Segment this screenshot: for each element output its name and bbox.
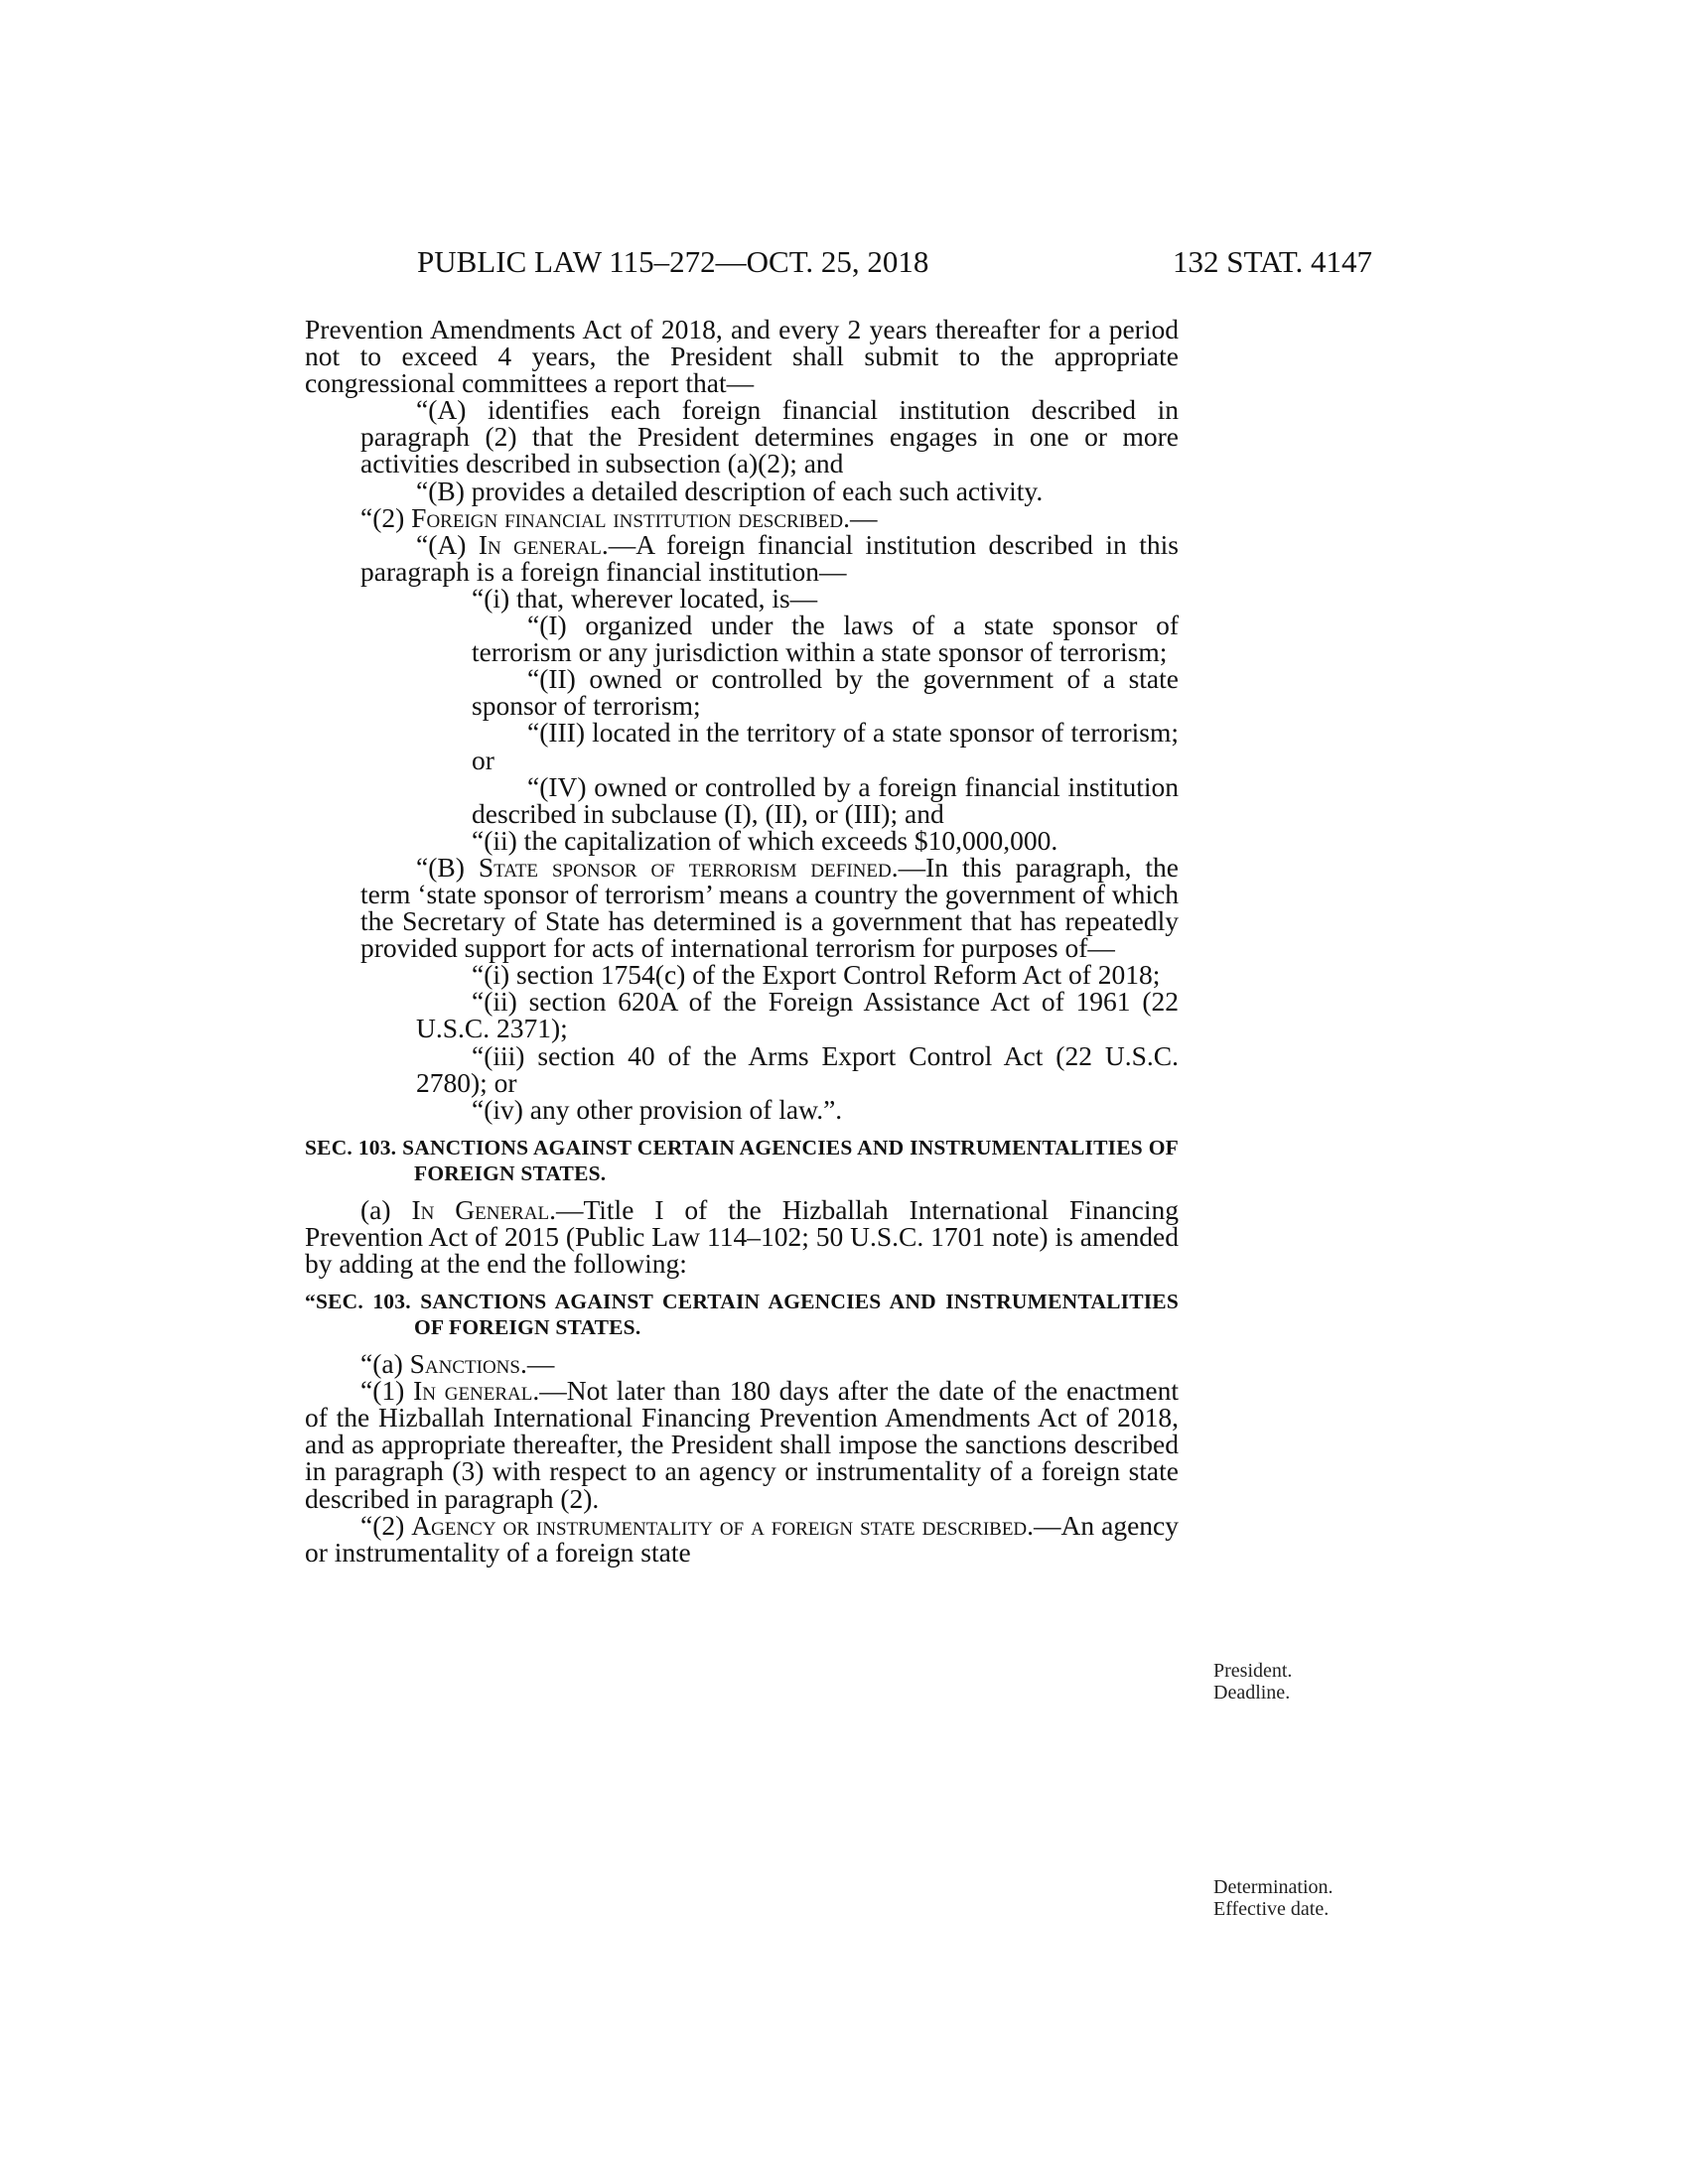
- subclause-IV: “(IV) owned or controlled by a foreign financial institution described in subclause (I), (II), or (III); and: [472, 770, 1179, 829]
- subparagraph-a-in-general: “(A) In general.—A foreign financial institution described in this paragraph is a foreign financial institution—: [360, 528, 1179, 587]
- paragraph-2-agency: “(2) Agency or instrumentality of a foreign state described.—An agency or instrumentality of a foreign state: [305, 1509, 1179, 1568]
- section-103-heading: SEC. 103. SANCTIONS AGAINST CERTAIN AGENCIES AND INSTRUMENTALITIES OF FOREIGN STATES.: [305, 1135, 1179, 1185]
- margin-note-determination: Determination. Effective date.: [1213, 1876, 1334, 1920]
- subparagraph-b-state-sponsor: “(B) State sponsor of terrorism defined.—In this paragraph, the term ‘state sponsor of terrorism’ means a country the government of which the Secretary of State has determined is a government that has repeatedly provided support for acts of international terrorism for purposes of—: [360, 851, 1179, 964]
- margin-note-president-deadline: President. Deadline.: [1213, 1660, 1293, 1704]
- subclause-I: “(I) organized under the laws of a state sponsor of terrorism or any jurisdiction within a state sponsor of terrorism;: [472, 610, 1179, 668]
- running-header-title: PUBLIC LAW 115–272—OCT. 25, 2018: [417, 244, 929, 279]
- clause-i-export-control: “(i) section 1754(c) of the Export Control Reform Act of 2018;: [472, 959, 1161, 991]
- paragraph-intro: Prevention Amendments Act of 2018, and every 2 years thereafter for a period not to exceed 4 years, the President shall submit to the appropriate congressional committees a report that—: [305, 314, 1179, 399]
- subclause-III: “(III) located in the territory of a state sponsor of terrorism; or: [472, 717, 1179, 775]
- subparagraph-a: “(A) identifies each foreign financial institution described in paragraph (2) that the President determines engages in one or more activities described in subsection (a)(2); and: [360, 394, 1179, 479]
- clause-i: “(i) that, wherever located, is—: [472, 582, 818, 614]
- clause-ii-foreign-assistance: “(ii) section 620A of the Foreign Assistance Act of 1961 (22 U.S.C. 2371);: [416, 986, 1179, 1044]
- subparagraph-b: “(B) provides a detailed description of each such activity.: [416, 475, 1044, 506]
- paragraph-1-in-general: “(1) In general.—Not later than 180 days after the date of the enactment of the Hizballah International Financing Prevention Amendments Act of 2018, and as appropriate thereafter, the President shall impose the sanctions described in paragraph (3) with respect to an agency or instrumentality of a foreign state described in paragraph (2).: [305, 1375, 1179, 1514]
- running-header-page-number: 132 STAT. 4147: [1172, 244, 1372, 279]
- subclause-II: “(II) owned or controlled by the government of a state sponsor of terrorism;: [472, 663, 1179, 722]
- statute-body: [305, 316, 1179, 1566]
- subsection-a-in-general: (a) In General.—Title I of the Hizballah International Financing Prevention Act of 2015 (Public Law 114–102; 50 U.S.C. 1701 note) is amended by adding at the end the following:: [305, 1193, 1180, 1279]
- clause-iv-other-law: “(iv) any other provision of law.”.: [472, 1093, 843, 1125]
- subsection-a-sanctions: “(a) Sanctions.—: [360, 1348, 555, 1380]
- clause-ii: “(ii) the capitalization of which exceeds $10,000,000.: [472, 824, 1058, 856]
- quoted-section-103-heading: “SEC. 103. SANCTIONS AGAINST CERTAIN AGENCIES AND INSTRUMENTALITIES OF FOREIGN STATES.: [305, 1290, 1179, 1340]
- paragraph-2-heading: “(2) Foreign financial institution described.—: [360, 501, 878, 533]
- clause-iii-arms-export: “(iii) section 40 of the Arms Export Control Act (22 U.S.C. 2780); or: [416, 1039, 1179, 1098]
